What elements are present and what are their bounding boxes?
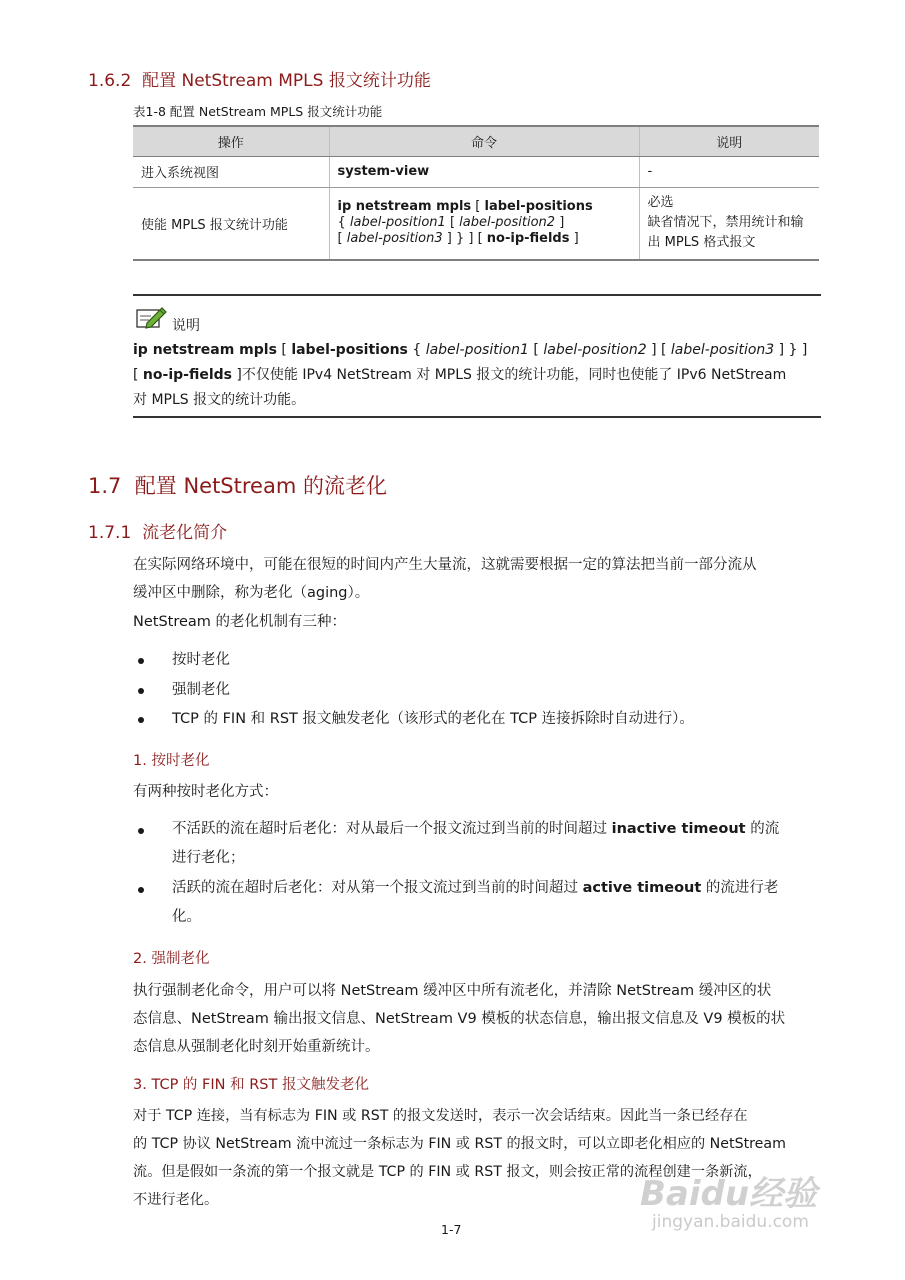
paragraph-line: 的 TCP 协议 NetStream 流中流过一条标志为 FIN 或 RST 的报文时，可以立即老化相应的 NetStream xyxy=(133,1136,786,1152)
cmd-text: ] } ] [ xyxy=(442,231,487,247)
table-header-row xyxy=(133,126,819,156)
cmd-keyword: label-positions xyxy=(484,199,593,215)
cmd-text: [ xyxy=(471,199,485,215)
note-param: label-position2 xyxy=(543,342,647,358)
list-item xyxy=(172,815,822,873)
section-title: 流老化简介 xyxy=(142,523,228,543)
watermark-url: jingyan.baidu.com xyxy=(652,1212,809,1232)
page-number: 1-7 xyxy=(441,1222,462,1237)
paragraph-line: 态信息、NetStream 输出报文信息、NetStream V9 模板的状态信息，输出报文信息及 V9 模板的状 xyxy=(133,1011,786,1027)
note-text: ] [ xyxy=(646,342,671,358)
section-number: 1.7.1 xyxy=(88,523,132,543)
cmd-param: label-position3 xyxy=(346,231,443,247)
cmd-text: { xyxy=(337,215,350,231)
paragraph-line: 对于 TCP 连接，当有标志为 FIN 或 RST 的报文发送时，表示一次会话结束。因此当一条已经存在 xyxy=(133,1108,748,1124)
list-item-text: 进行老化； xyxy=(172,850,245,866)
section-1-6-2-heading xyxy=(88,66,431,91)
bullet-dot xyxy=(138,717,144,723)
cmd-text: [ xyxy=(337,231,347,247)
list-item: 强制老化 xyxy=(172,682,230,698)
table-header-cell: 说明 xyxy=(639,126,819,156)
paragraph-line: 执行强制老化命令，用户可以将 NetStream 缓冲区中所有流老化，并清除 NetStream 缓冲区的状 xyxy=(133,983,772,999)
note-pencil-icon xyxy=(134,303,168,335)
paragraph-line: 流。但是假如一条流的第一个报文就是 TCP 的 FIN 或 RST 报文，则会按正常的流程创建一条新流， xyxy=(133,1164,762,1180)
list-item-keyword: inactive timeout xyxy=(611,821,746,837)
note-bottom-rule xyxy=(133,416,821,418)
cmd-text: [ xyxy=(445,215,460,231)
note-text: 对 MPLS 报文的统计功能。 xyxy=(133,392,306,408)
note-keyword: label-positions xyxy=(291,342,408,358)
table-header-cell: 命令 xyxy=(329,126,639,156)
section-1-7-heading xyxy=(88,470,387,500)
list-item-text: 不活跃的流在超时后老化：对从最后一个报文流过到当前的时间超过 xyxy=(172,821,612,837)
table-cell-op: 使能 MPLS 报文统计功能 xyxy=(133,187,329,260)
note-text: { xyxy=(407,342,426,358)
subsection-2-heading: 2. 强制老化 xyxy=(133,951,210,967)
note-text: ] } ] xyxy=(774,342,808,358)
mechanism-intro: NetStream 的老化机制有三种： xyxy=(133,614,347,630)
bullet-dot xyxy=(138,887,144,893)
table-caption: 表1-8 配置 NetStream MPLS 报文统计功能 xyxy=(133,104,383,119)
note-text: [ xyxy=(133,367,143,383)
cmd-keyword: ip netstream mpls xyxy=(337,199,472,215)
watermark-brand: Baidu经验 xyxy=(640,1174,818,1214)
note-text: ]不仅使能 IPv4 NetStream 对 MPLS 报文的统计功能，同时也使能了 IPv6 NetStream xyxy=(231,367,787,383)
desc-required: 必选 xyxy=(647,195,674,211)
subsection-1-intro: 有两种按时老化方式： xyxy=(133,784,278,800)
section-number: 1.6.2 xyxy=(88,71,132,91)
note-title: 说明 xyxy=(172,318,200,334)
paragraph-line: 态信息从强制老化时刻开始重新统计。 xyxy=(133,1039,380,1055)
paragraph-line: 不进行老化。 xyxy=(133,1192,219,1208)
cmd-param: label-position1 xyxy=(349,215,446,231)
list-item xyxy=(172,874,822,932)
desc-default-line: 出 MPLS 格式报文 xyxy=(647,235,756,251)
cmd-param: label-position2 xyxy=(459,215,556,231)
table-cell-cmd xyxy=(329,187,639,260)
bullet-dot xyxy=(138,688,144,694)
subsection-1-heading: 1. 按时老化 xyxy=(133,753,210,769)
list-item-text: 化。 xyxy=(172,909,201,925)
subsection-2-paragraph xyxy=(133,977,823,1061)
list-item: TCP 的 FIN 和 RST 报文触发老化（该形式的老化在 TCP 连接拆除时自动进行）。 xyxy=(172,711,694,727)
list-item-text: 的流 xyxy=(745,821,780,837)
table-header-cell: 操作 xyxy=(133,126,329,156)
bullet-dot xyxy=(138,828,144,834)
table-row xyxy=(133,187,819,260)
section-1-7-1-heading xyxy=(88,518,227,543)
cmd-text: ] xyxy=(555,215,565,231)
note-param: label-position3 xyxy=(670,342,775,358)
bullet-dot xyxy=(138,658,144,664)
paragraph-line: 在实际网络环境中，可能在很短的时间内产生大量流，这就需要根据一定的算法把当前一部分流从 xyxy=(133,557,757,573)
cmd-text: ] xyxy=(569,231,579,247)
section-title: 配置 NetStream MPLS 报文统计功能 xyxy=(142,71,431,91)
table-cell-cmd: system-view xyxy=(329,156,639,187)
paragraph-line: 缓冲区中删除，称为老化（aging）。 xyxy=(133,585,370,601)
list-item-text: 活跃的流在超时后老化：对从第一个报文流过到当前的时间超过 xyxy=(172,880,583,896)
section-title: 配置 NetStream 的流老化 xyxy=(134,474,387,498)
note-keyword: ip netstream mpls xyxy=(133,342,277,358)
list-item-keyword: active timeout xyxy=(582,880,702,896)
table-cell-desc xyxy=(639,187,819,260)
list-item: 按时老化 xyxy=(172,652,230,668)
note-body xyxy=(133,338,823,413)
desc-default-line: 缺省情况下，禁用统计和输 xyxy=(647,215,804,231)
command-table xyxy=(133,125,819,261)
cmd-keyword: no-ip-fields xyxy=(486,231,570,247)
table-cell-desc: - xyxy=(639,156,819,187)
table-row xyxy=(133,156,819,187)
note-top-rule xyxy=(133,294,821,296)
note-param: label-position1 xyxy=(425,342,529,358)
list-item-text: 的流进行老 xyxy=(701,880,779,896)
section-number: 1.7 xyxy=(88,474,122,498)
note-text: [ xyxy=(276,342,292,358)
table-cell-op: 进入系统视图 xyxy=(133,156,329,187)
note-text: [ xyxy=(528,342,544,358)
subsection-3-heading: 3. TCP 的 FIN 和 RST 报文触发老化 xyxy=(133,1077,369,1093)
note-keyword: no-ip-fields xyxy=(142,367,232,383)
intro-paragraph xyxy=(133,551,823,607)
